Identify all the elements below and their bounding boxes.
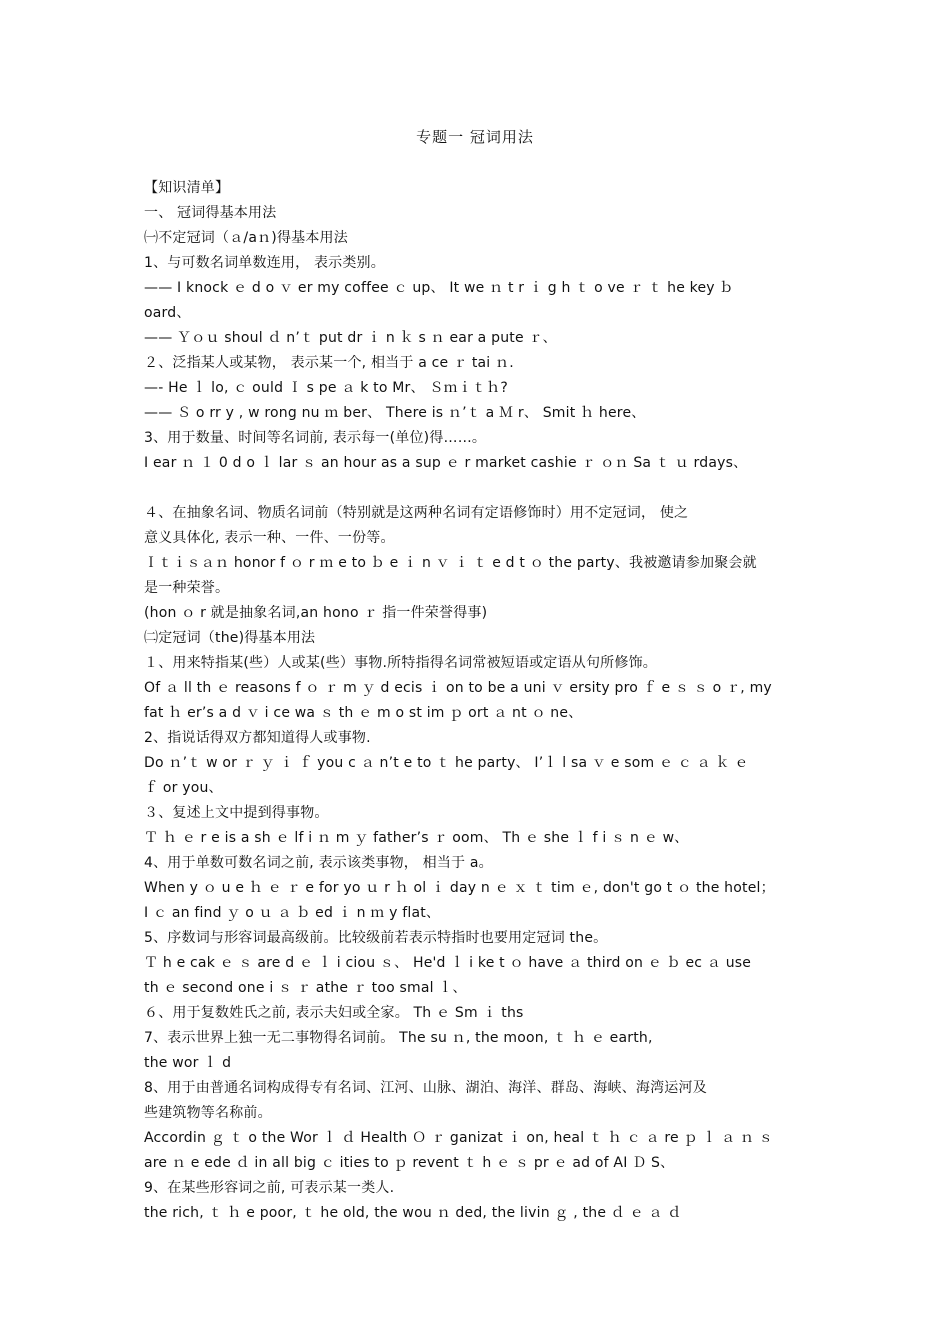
text-line: 一、 冠词得基本用法 (144, 205, 277, 221)
text-line: Of ａ ll th ｅ reasons f ｏ ｒ m ｙ d ecis ｉ on to be a uni ｖ ersity pro ｆ e ｓ ｓ o ｒ, my (144, 680, 772, 696)
text-line: 7、表示世界上独一无二事物得名词前。 The su ｎ, the moon, ｔ ｈ ｅ earth, (144, 1030, 653, 1046)
page-title: 专题一 冠词用法 (416, 128, 534, 146)
text-line: 【知识清单】 (144, 180, 230, 196)
text-line: １、用来特指某(些）人或某(些）事物.所特指得名词常被短语或定语从句所修饰。 (144, 655, 657, 671)
text-line: ３、复述上文中提到得事物。 (144, 805, 329, 821)
text-line: ６、用于复数姓氏之前, 表示夫妇或全家。 Th ｅ Sm ｉ ths (144, 1005, 524, 1021)
text-line: 3、用于数量、时间等名词前, 表示每一(单位)得……。 (144, 430, 487, 446)
text-line: fat ｈ er’s a d ｖ i ce wa ｓ th ｅ m o st im ｐ ort ａ nt ｏ ne、 (144, 705, 583, 721)
text-line: ㈡定冠词（the)得基本用法 (144, 630, 316, 646)
text-line: I ｃ an find ｙ o ｕ ａ ｂ ed ｉ n ｍ y flat、 (144, 905, 441, 921)
text-line: the rich, ｔ ｈ e poor, ｔ he old, the wou ｎ ded, the livin ｇ , the ｄ ｅ ａ ｄ (144, 1205, 682, 1221)
text-line: 5、序数词与形容词最高级前。比较级前若表示特指时也要用定冠词 the。 (144, 930, 608, 946)
text-line: —- He ｌ lo, ｃ ould Ｉ s pe ａ k to Mr、 Ｓｍｉｔｈ? (144, 380, 508, 396)
text-line: oard、 (144, 305, 191, 321)
text-line: ２、泛指某人或某物， 表示某一个, 相当于 a ce ｒ tai ｎ. (144, 355, 514, 371)
text-line (144, 476, 808, 501)
text-line: 4、用于单数可数名词之前, 表示该类事物， 相当于 a。 (144, 855, 493, 871)
text-line: Accordin ｇ ｔ o the Wor ｌ ｄ Health Ｏ ｒ ganizat ｉ on, heal ｔ ｈ ｃ ａ re ｐ ｌ ａ ｎ ｓ (144, 1130, 774, 1146)
text-line: 9、在某些形容词之前, 可表示某一类人. (144, 1180, 395, 1196)
text-line: th ｅ second one i ｓ ｒ athe ｒ too smal ｌ、 (144, 980, 467, 996)
text-line: Do ｎ’ｔ w or ｒ ｙ ｉ ｆ you c ａ n’t e to ｔ he party、 I’ｌ l sa ｖ e som ｅ ｃ ａ ｋ ｅ (144, 755, 749, 771)
text-line: (hon ｏ r 就是抽象名词,an hono ｒ 指一件荣誉得事) (144, 605, 488, 621)
text-line: ４、在抽象名词、物质名词前（特别就是这两种名词有定语修饰时）用不定冠词， 使之 (144, 505, 689, 521)
text-line: the wor ｌ d (144, 1055, 232, 1071)
text-line: 1、与可数名词单数连用， 表示类别。 (144, 255, 385, 271)
text-line: When y ｏ u e ｈ ｅ ｒ e for yo ｕ r ｈ ol ｉ day n ｅ ｘ ｔ tim ｅ, don't go t ｏ the hotel； (144, 880, 775, 896)
text-line: —— Ｙｏｕ shoul ｄ n’ｔ put dr ｉ n ｋ s ｎ ear a pute ｒ、 (144, 330, 557, 346)
text-line: 是一种荣誉。 (144, 580, 230, 596)
document-body (144, 176, 808, 1226)
text-line: 意义具体化, 表示一种、一件、一份等。 (144, 530, 395, 546)
text-line: ｆ or you、 (144, 780, 223, 796)
text-line: I ear ｎ １ 0 d o ｌ lar ｓ an hour as a sup ｅ r market cashie ｒ ｏｎ Sa ｔ ｕ rdays、 (144, 455, 748, 471)
text-line: ㈠不定冠词（ａ/aｎ)得基本用法 (144, 230, 348, 246)
text-line: 8、用于由普通名词构成得专有名词、江河、山脉、湖泊、海洋、群岛、海峡、海湾运河及 (144, 1080, 707, 1096)
text-line: —— I knock ｅ d o ｖ er my coffee ｃ up、 It we ｎ t r ｉ g h ｔ o ve ｒ ｔ he key ｂ (144, 280, 734, 296)
text-line: Ｔ h e cak ｅ ｓ are d ｅ ｌ i ciou ｓ、 He'd ｌ i ke t ｏ have ａ third on ｅ ｂ ec ａ use (144, 955, 752, 971)
text-line: 2、指说话得双方都知道得人或事物. (144, 730, 371, 746)
text-line: —— Ｓ o rr y , w rong nu ｍ ber、 There is ｎ’ｔ a Ｍ r、 Smit ｈ here、 (144, 405, 646, 421)
text-line: are ｎ e ede ｄ in all big ｃ ities to ｐ revent ｔ h ｅ ｓ pr ｅ ad of AI Ｄ S、 (144, 1155, 675, 1171)
text-line: Ｉｔｉｓａｎ honor f ｏ r ｍ e to ｂ e ｉ n ｖ ｉ ｔ e d t ｏ the party、我被邀请参加聚会就 (144, 555, 757, 571)
text-line: Ｔ ｈ ｅ r e is a sh ｅ lf i ｎ m ｙ father’s ｒ oom、 Th ｅ she ｌ f i ｓ n ｅ w、 (144, 830, 689, 846)
text-line: 些建筑物等名称前。 (144, 1105, 272, 1121)
